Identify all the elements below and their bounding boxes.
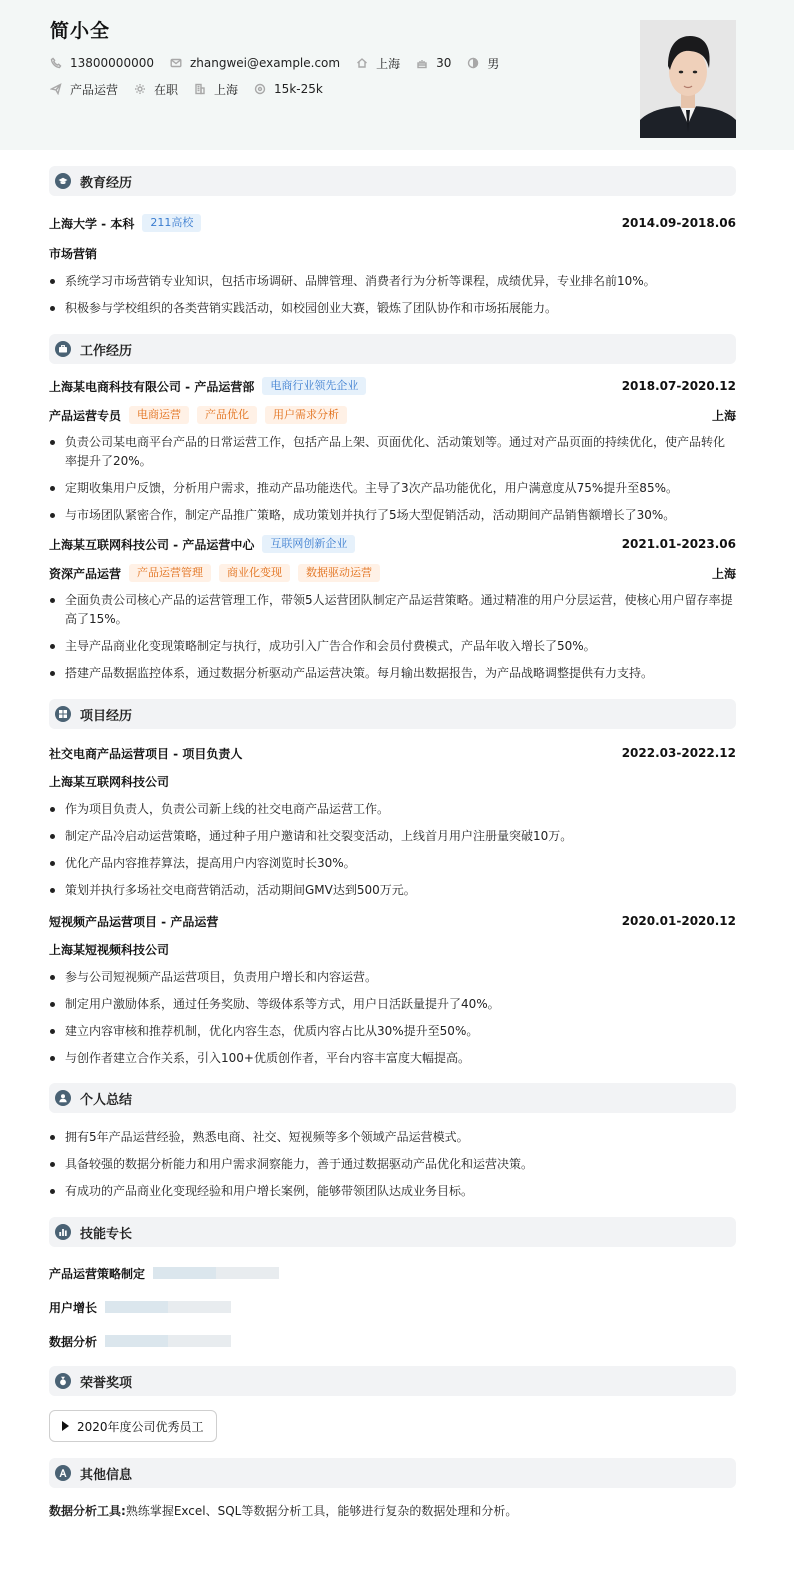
cake-icon — [416, 57, 428, 69]
list-item: 具备较强的数据分析能力和用户需求洞察能力，善于通过数据驱动产品优化和运营决策。 — [49, 1155, 736, 1174]
portrait-image — [640, 20, 736, 138]
list-item: 制定产品冷启动运营策略，通过种子用户邀请和社交裂变活动，上线首月用户注册量突破10万。 — [49, 827, 736, 846]
graduation-cap-icon — [55, 173, 71, 189]
email-meta — [170, 56, 340, 70]
list-item: 建立内容审核和推荐机制，优化内容生态，优质内容占比从30%提升至50%。 — [49, 1022, 736, 1041]
honors-section-title — [49, 1366, 736, 1396]
work-entry-header — [49, 535, 736, 553]
job-meta — [50, 81, 118, 98]
medal-icon — [55, 1373, 71, 1389]
list-item: 作为项目负责人，负责公司新上线的社交电商产品运营工作。 — [49, 800, 736, 819]
list-item: 策划并执行多场社交电商营销活动，活动期间GMV达到500万元。 — [49, 881, 736, 900]
major-name: 市场营销 — [49, 247, 98, 261]
project-bullets — [49, 968, 736, 1068]
resume-header — [0, 0, 794, 150]
skill-item — [49, 1298, 398, 1316]
skill-level-fill — [153, 1267, 216, 1279]
gear-icon — [134, 83, 146, 95]
skills-list — [49, 1264, 736, 1366]
work-date: 2018.07-2020.12 — [621, 379, 736, 393]
list-item: 定期收集用户反馈，分析用户需求，推动产品功能迭代。主导了3次产品功能优化，用户满意度从75%提升至85%。 — [49, 479, 736, 498]
work-section-title — [49, 334, 736, 364]
education-entry — [49, 214, 736, 318]
company-name: 上海某电商科技有限公司 - 产品运营部 — [49, 379, 255, 394]
education-heading: 教育经历 — [80, 175, 133, 191]
skill-tag: 电商运营 — [129, 406, 189, 424]
phone-icon — [50, 57, 62, 69]
summary-bullets — [49, 1128, 736, 1201]
skills-heading: 技能专长 — [80, 1226, 133, 1242]
skill-level-fill — [105, 1301, 168, 1313]
education-section-title — [49, 166, 736, 196]
skills-section — [0, 1217, 794, 1366]
skill-label: 产品运营策略制定 — [49, 1266, 146, 1281]
list-item: 制定用户激励体系，通过任务奖励、等级体系等方式，用户日活跃量提升了40%。 — [49, 995, 736, 1014]
project-name: 社交电商产品运营项目 - 项目负责人 — [49, 746, 243, 761]
work-heading: 工作经历 — [80, 343, 133, 359]
profile-photo — [640, 20, 736, 138]
project-entry-header — [49, 744, 736, 762]
list-item: 与市场团队紧密合作，制定产品推广策略，成功策划并执行了5场大型促销活动，活动期间产品销售额增长了30%。 — [49, 506, 736, 525]
honors-heading: 荣誉奖项 — [80, 1375, 133, 1391]
other-info-line — [49, 1502, 736, 1520]
skill-level-fill — [105, 1335, 168, 1347]
target-city-text: 上海 — [214, 82, 239, 97]
work-entry-header — [49, 377, 736, 395]
award-item-button[interactable] — [49, 1410, 217, 1442]
other-info-text: 熟练掌握Excel、SQL等数据分析工具，能够进行复杂的数据处理和分析。 — [125, 1504, 518, 1518]
city-meta — [356, 55, 400, 72]
work-location: 上海 — [711, 566, 736, 581]
school-tag: 211高校 — [142, 214, 201, 232]
project-company: 上海某互联网科技公司 — [49, 775, 170, 789]
list-item: 积极参与学校组织的各类营销实践活动，如校园创业大赛，锻炼了团队协作和市场拓展能力。 — [49, 299, 736, 318]
education-date: 2014.09-2018.06 — [621, 216, 736, 230]
grid-icon — [55, 706, 71, 722]
bar-chart-icon — [55, 1224, 71, 1240]
job-text: 产品运营 — [70, 82, 119, 97]
skill-item — [49, 1332, 398, 1350]
job-role: 资深产品运营 — [49, 566, 122, 581]
city-text: 上海 — [376, 56, 401, 71]
play-triangle-icon — [62, 1421, 69, 1431]
honors-section — [0, 1366, 794, 1442]
project-entry — [49, 912, 736, 1068]
skill-tag: 产品优化 — [197, 406, 257, 424]
gender-icon — [467, 57, 479, 69]
list-item: 全面负责公司核心产品的运营管理工作，带领5人运营团队制定产品运营策略。通过精准的用户分层运营，使核心用户留存率提高了15%。 — [49, 591, 736, 629]
education-entry-header — [49, 214, 736, 232]
list-item: 系统学习市场营销专业知识，包括市场调研、品牌管理、消费者行为分析等课程，成绩优异，专业排名前10%。 — [49, 272, 736, 291]
age-text: 30 — [436, 56, 452, 70]
work-date: 2021.01-2023.06 — [621, 537, 736, 551]
other-info-label: 数据分析工具: — [49, 1504, 126, 1518]
company-tag: 互联网创新企业 — [262, 535, 355, 553]
skill-tag: 数据驱动运营 — [298, 564, 380, 582]
project-bullets — [49, 800, 736, 900]
other-section — [0, 1458, 794, 1520]
project-section — [0, 699, 794, 1068]
job-role: 产品运营专员 — [49, 408, 122, 423]
skill-label: 数据分析 — [49, 1334, 98, 1349]
gender-meta — [467, 55, 499, 72]
education-section — [0, 166, 794, 318]
text-icon — [55, 1465, 71, 1481]
list-item: 优化产品内容推荐算法，提高用户内容浏览时长30%。 — [49, 854, 736, 873]
project-entry — [49, 744, 736, 900]
summary-heading: 个人总结 — [80, 1092, 133, 1108]
salary-text: 15k-25k — [274, 82, 323, 96]
skill-tag: 产品运营管理 — [129, 564, 211, 582]
company-tag: 电商行业领先企业 — [262, 377, 366, 395]
other-heading: 其他信息 — [80, 1467, 133, 1483]
home-icon — [356, 57, 368, 69]
project-section-title — [49, 699, 736, 729]
work-role-row — [49, 406, 736, 424]
skill-tag: 用户需求分析 — [265, 406, 347, 424]
company-name: 上海某互联网科技公司 - 产品运营中心 — [49, 537, 255, 552]
skill-level-bar — [105, 1335, 231, 1347]
work-section — [0, 334, 794, 683]
school-name: 上海大学 - 本科 — [49, 216, 135, 231]
list-item: 参与公司短视频产品运营项目，负责用户增长和内容运营。 — [49, 968, 736, 987]
education-bullets — [49, 272, 736, 318]
work-entry — [49, 377, 736, 525]
project-company: 上海某短视频科技公司 — [49, 943, 170, 957]
list-item: 有成功的产品商业化变现经验和用户增长案例，能够带领团队达成业务目标。 — [49, 1182, 736, 1201]
briefcase-icon — [55, 341, 71, 357]
skills-section-title — [49, 1217, 736, 1247]
project-entry-header — [49, 912, 736, 930]
work-role-row — [49, 564, 736, 582]
phone-text: 13800000000 — [70, 56, 154, 70]
project-heading: 项目经历 — [80, 708, 133, 724]
send-icon — [50, 83, 62, 95]
skill-level-bar — [105, 1301, 231, 1313]
skill-item — [49, 1264, 398, 1282]
honors-list — [49, 1410, 736, 1442]
phone-meta — [50, 56, 154, 70]
skill-level-bar — [153, 1267, 279, 1279]
work-bullets — [49, 433, 736, 525]
list-item: 与创作者建立合作关系，引入100+优质创作者，平台内容丰富度大幅提高。 — [49, 1049, 736, 1068]
list-item: 负责公司某电商平台产品的日常运营工作，包括产品上架、页面优化、活动策划等。通过对产品页面的持续优化，使产品转化率提升了20%。 — [49, 433, 736, 471]
award-label: 2020年度公司优秀员工 — [77, 1419, 204, 1434]
salary-meta — [254, 82, 323, 96]
user-icon — [55, 1090, 71, 1106]
status-meta — [134, 81, 178, 98]
age-meta — [416, 56, 451, 70]
email-text: zhangwei@example.com — [189, 56, 341, 70]
work-bullets — [49, 591, 736, 683]
building-icon — [194, 83, 206, 95]
project-name: 短视频产品运营项目 - 产品运营 — [49, 914, 219, 929]
skill-label: 用户增长 — [49, 1300, 98, 1315]
project-date: 2022.03-2022.12 — [621, 746, 736, 760]
candidate-name: 简小全 — [50, 20, 111, 42]
summary-section — [0, 1083, 794, 1201]
summary-section-title — [49, 1083, 736, 1113]
other-section-title — [49, 1458, 736, 1488]
list-item: 搭建产品数据监控体系，通过数据分析驱动产品运营决策。每月输出数据报告，为产品战略调整提供有力支持。 — [49, 664, 736, 683]
gender-text: 男 — [487, 56, 500, 71]
coin-icon — [254, 83, 266, 95]
status-text: 在职 — [154, 82, 179, 97]
work-location: 上海 — [711, 408, 736, 423]
skill-tag: 商业化变现 — [219, 564, 290, 582]
mail-icon — [170, 57, 182, 69]
target-city-meta — [194, 81, 238, 98]
project-date: 2020.01-2020.12 — [621, 914, 736, 928]
list-item: 拥有5年产品运营经验，熟悉电商、社交、短视频等多个领域产品运营模式。 — [49, 1128, 736, 1147]
work-entry — [49, 535, 736, 683]
list-item: 主导产品商业化变现策略制定与执行，成功引入广告合作和会员付费模式，产品年收入增长了50%。 — [49, 637, 736, 656]
